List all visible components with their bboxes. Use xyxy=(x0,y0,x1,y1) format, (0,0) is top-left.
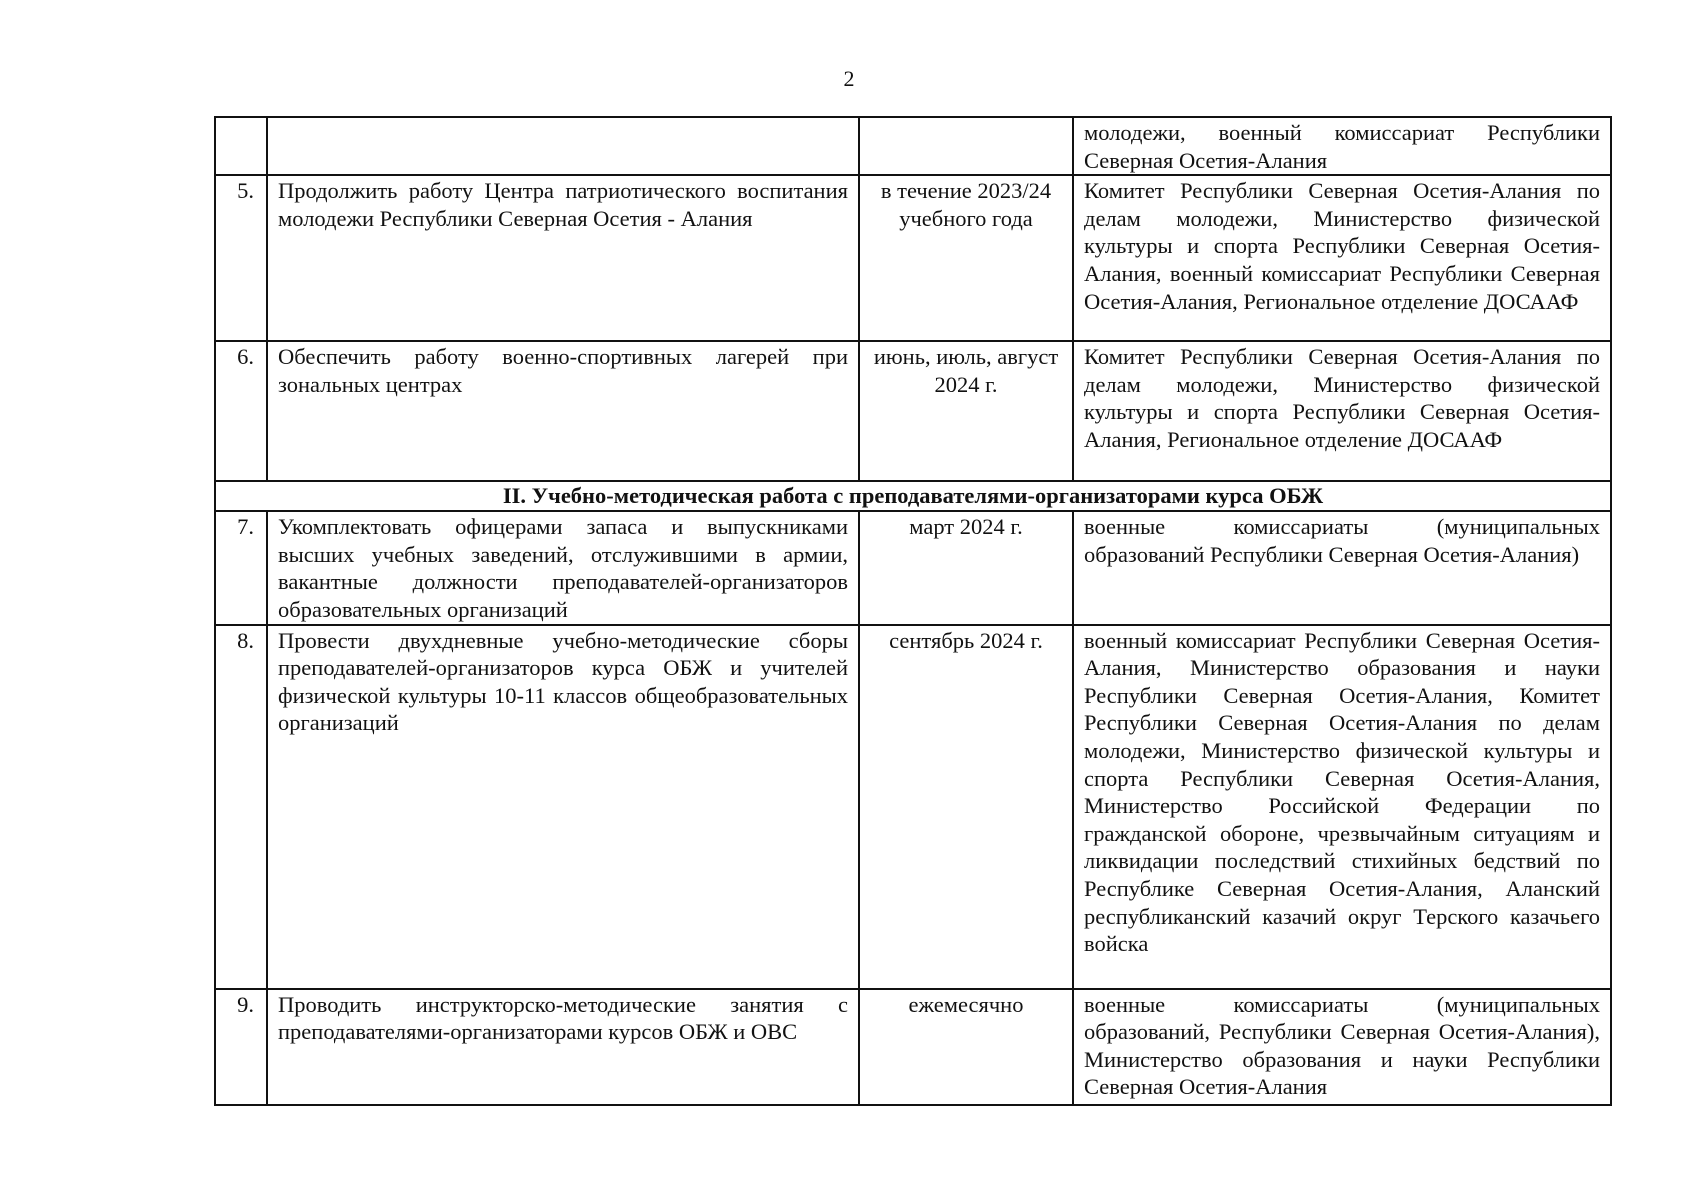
table-row xyxy=(215,625,1611,989)
table-row xyxy=(215,511,1611,624)
row-date: март 2024 г. xyxy=(859,511,1073,624)
row-event: Укомплектовать офицерами запаса и выпускниками высших учебных заведений, отслужившими в армии, вакантные должности преподавателей-организаторов образовательных организаций xyxy=(267,511,859,624)
section-header-row xyxy=(215,481,1611,511)
row-number: 7. xyxy=(215,511,267,624)
row-date: сентябрь 2024 г. xyxy=(859,625,1073,989)
table-row xyxy=(215,117,1611,175)
row-responsible: Комитет Республики Северная Осетия-Алания по делам молодежи, Министерство физической культуры и спорта Республики Северная Осетия-Алания, военный комиссариат Республики Северная Осетия-Алания, Региональное отделение ДОСААФ xyxy=(1073,175,1611,341)
table-row xyxy=(215,341,1611,481)
row-number xyxy=(215,117,267,175)
row-event: Обеспечить работу военно-спортивных лагерей при зональных центрах xyxy=(267,341,859,481)
row-number: 9. xyxy=(215,989,267,1105)
table-row xyxy=(215,989,1611,1105)
row-responsible: военный комиссариат Республики Северная Осетия-Алания, Министерство образования и науки Республики Северная Осетия-Алания, Комитет Республики Северная Осетия-Алания по делам молодежи, Министерство физической культуры и спорта Республики Северная Осетия-Алания, Министерство Российской Федерации по гражданской обороне, чрезвычайным ситуациям и ликвидации последствий стихийных бедствий по Республике Северная Осетия-Алания, Аланский республиканский казачий округ Терского казачьего войска xyxy=(1073,625,1611,989)
row-event xyxy=(267,117,859,175)
row-date: в течение 2023/24 учебного года xyxy=(859,175,1073,341)
row-number: 8. xyxy=(215,625,267,989)
row-date xyxy=(859,117,1073,175)
row-date: июнь, июль, август 2024 г. xyxy=(859,341,1073,481)
row-responsible: военные комиссариаты (муниципальных образований Республики Северная Осетия-Алания) xyxy=(1073,511,1611,624)
row-event: Продолжить работу Центра патриотического воспитания молодежи Республики Северная Осетия - Алания xyxy=(267,175,859,341)
row-date: ежемесячно xyxy=(859,989,1073,1105)
section-title: II. Учебно-методическая работа с преподавателями-организаторами курса ОБЖ xyxy=(215,481,1611,511)
plan-table xyxy=(214,116,1612,1106)
row-responsible: молодежи, военный комиссариат Республики Северная Осетия-Алания xyxy=(1073,117,1611,175)
row-event: Провести двухдневные учебно-методические сборы преподавателей-организаторов курса ОБЖ и учителей физической культуры 10-11 классов общеобразовательных организаций xyxy=(267,625,859,989)
table-row xyxy=(215,175,1611,341)
page-number: 2 xyxy=(843,66,855,91)
row-responsible: военные комиссариаты (муниципальных образований, Республики Северная Осетия-Алания), Министерство образования и науки Республики Северная Осетия-Алания xyxy=(1073,989,1611,1105)
row-number: 5. xyxy=(215,175,267,341)
row-number: 6. xyxy=(215,341,267,481)
row-event: Проводить инструкторско-методические занятия с преподавателями-организаторами курсов ОБЖ и ОВС xyxy=(267,989,859,1105)
row-responsible: Комитет Республики Северная Осетия-Алания по делам молодежи, Министерство физической культуры и спорта Республики Северная Осетия-Алания, Региональное отделение ДОСААФ xyxy=(1073,341,1611,481)
